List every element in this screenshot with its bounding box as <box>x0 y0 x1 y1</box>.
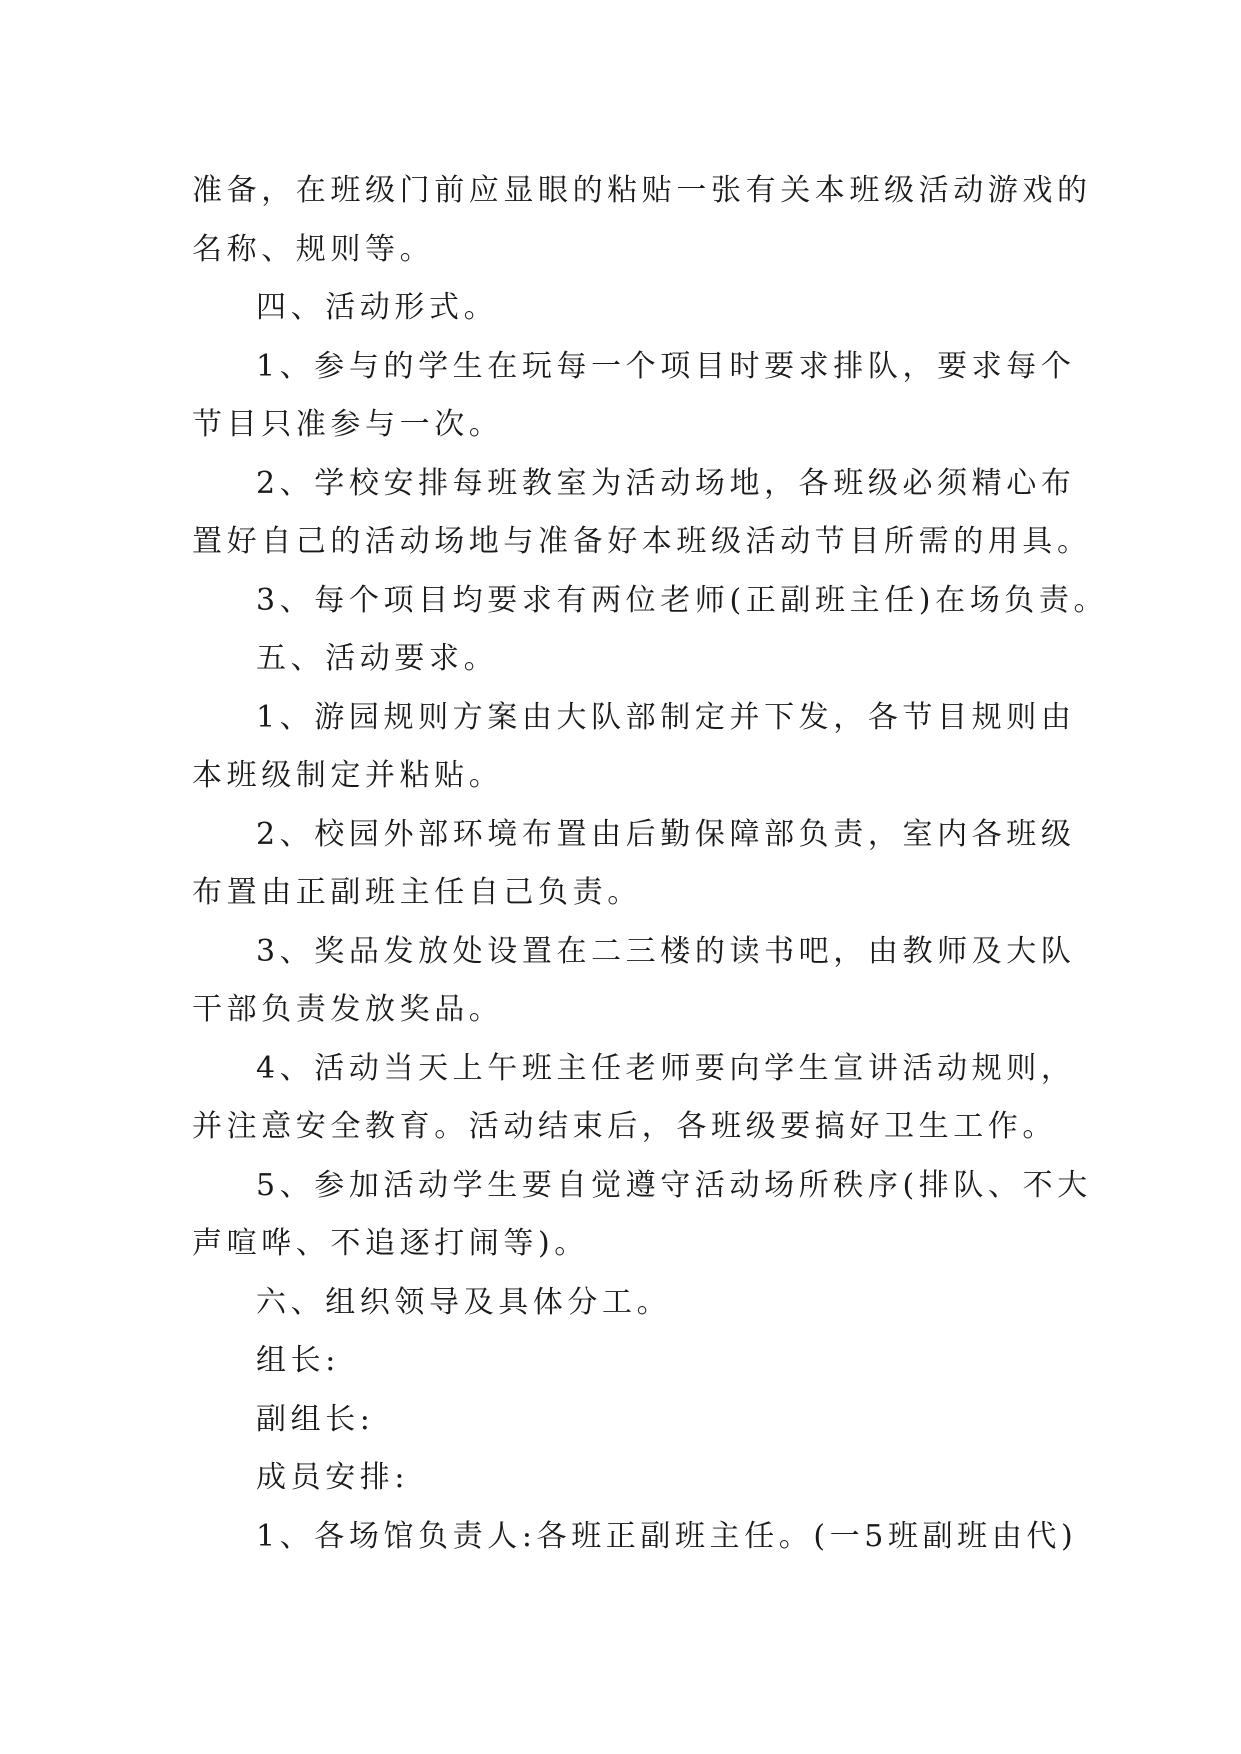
text-line: 名称、规则等。 <box>192 231 435 267</box>
section-heading: 四、活动形式。 <box>256 290 499 325</box>
text-line: 声喧哗、不追逐打闹等)。 <box>192 1226 589 1261</box>
document-body <box>192 162 1109 1566</box>
text-line: 干部负责发放奖品。 <box>192 992 504 1027</box>
text-line: 1、各场馆负责人:各班正副班主任。(一5班副班由代) <box>256 1518 1078 1554</box>
text-line: 布置由正副班主任自己负责。 <box>192 875 642 910</box>
text-line: 准备，在班级门前应显眼的粘贴一张有关本班级活动游戏的 <box>192 173 1092 208</box>
text-line: 1、参与的学生在玩每一个项目时要求排队，要求每个 <box>256 348 1076 384</box>
text-line: 3、奖品发放处设置在二三楼的读书吧，由教师及大队 <box>256 933 1076 969</box>
text-line: 2、校园外部环境布置由后勤保障部负责，室内各班级 <box>256 816 1076 852</box>
text-line: 副组长: <box>256 1401 375 1437</box>
text-line: 1、游园规则方案由大队部制定并下发，各节目规则由 <box>256 699 1076 735</box>
text-line: 2、学校安排每班教室为活动场地，各班级必须精心布 <box>256 465 1076 501</box>
text-line: 组长: <box>256 1343 340 1378</box>
text-line: 5、参加活动学生要自觉遵守活动场所秩序(排队、不大 <box>256 1167 1092 1203</box>
section-heading: 六、组织领导及具体分工。 <box>256 1284 672 1320</box>
text-line: 3、每个项目均要求有两位老师(正副班主任)在场负责。 <box>256 582 1109 618</box>
section-heading: 五、活动要求。 <box>256 641 499 676</box>
text-line: 本班级制定并粘贴。 <box>192 758 504 793</box>
text-line: 置好自己的活动场地与准备好本班级活动节目所需的用具。 <box>192 524 1092 559</box>
text-line: 4、活动当天上午班主任老师要向学生宣讲活动规则， <box>256 1050 1076 1086</box>
text-line: 并注意安全教育。活动结束后，各班级要搞好卫生工作。 <box>192 1109 1057 1144</box>
text-line: 节目只准参与一次。 <box>192 407 504 442</box>
text-line: 成员安排: <box>256 1460 410 1495</box>
